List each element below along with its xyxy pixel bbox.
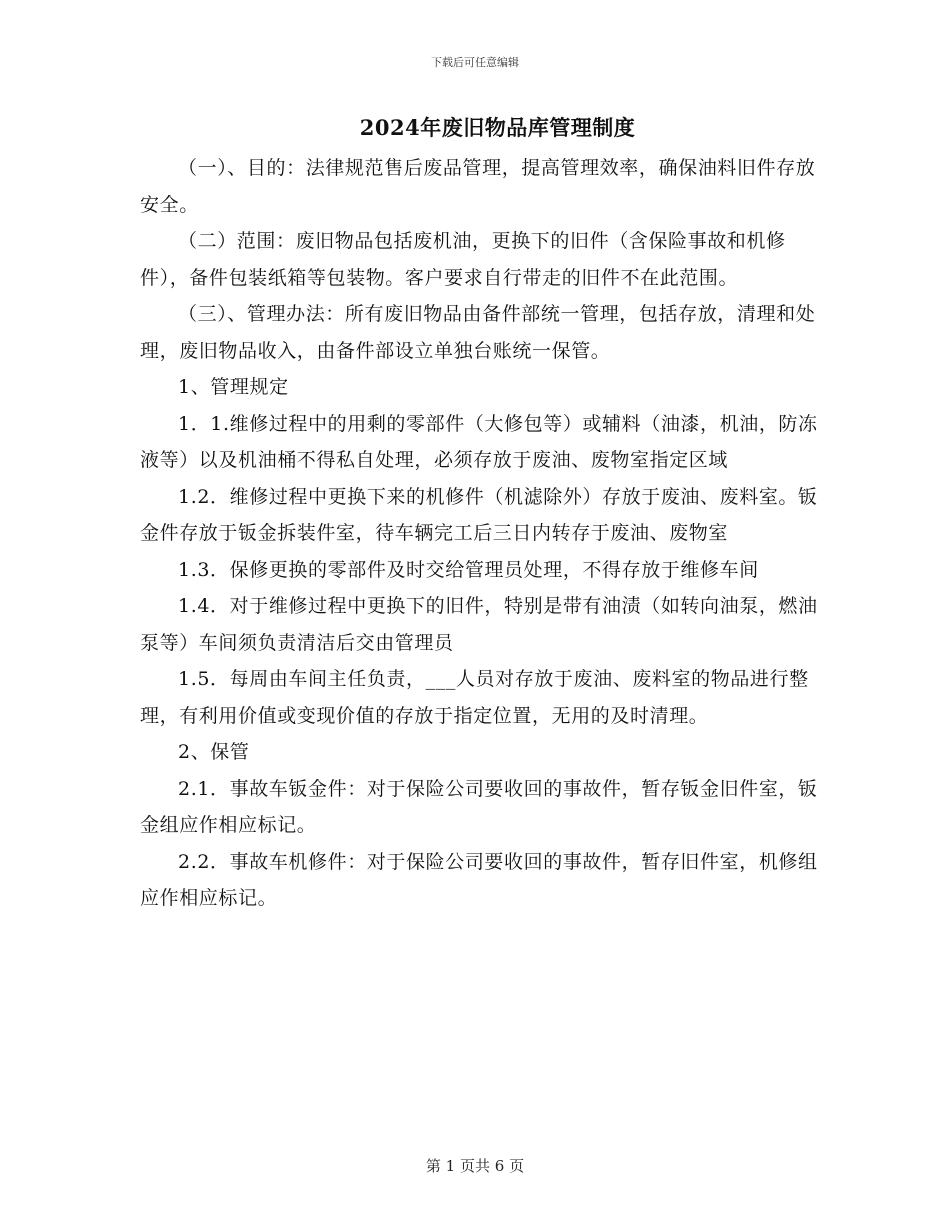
page-header-note: 下载后可任意编辑 <box>431 56 519 69</box>
paragraph-purpose: （一）、目的：法律规范售后废品管理，提高管理效率，确保油料旧件存放安全。 <box>140 157 816 216</box>
paragraph-storage-2-2: 2.2．事故车机修件：对于保险公司要收回的事故件，暂存旧件室，机修组应作相应标记。 <box>140 850 818 909</box>
paragraph-rule-1-5: 1.5．每周由车间主任负责，___人员对存放于废油、废料室的物品进行整理，有利用价值或变现价值的存放于指定位置，无用的及时清理。 <box>140 668 809 727</box>
paragraph-rule-1-3: 1.3．保修更换的零部件及时交给管理员处理，不得存放于维修车间 <box>178 558 759 581</box>
page-footer: 第 1 页共 6 页 <box>425 1157 525 1175</box>
document-body <box>140 150 830 917</box>
document-title: 2024年废旧物品库管理制度 <box>359 115 636 140</box>
paragraph-rule-1-4: 1.4．对于维修过程中更换下的旧件，特别是带有油渍（如转向油泵，燃油泵等）车间须负责清洁后交由管理员 <box>140 595 818 654</box>
paragraph-scope: （二）范围：废旧物品包括废机油，更换下的旧件（含保险事故和机修件），备件包装纸箱等包装物。客户要求自行带走的旧件不在此范围。 <box>140 230 786 289</box>
section-heading-storage: 2、保管 <box>178 741 250 763</box>
paragraph-storage-2-1: 2.1．事故车钣金件：对于保险公司要收回的事故件，暂存钣金旧件室，钣金组应作相应标记。 <box>140 777 818 836</box>
paragraph-method: （三）、管理办法：所有废旧物品由备件部统一管理，包括存放，清理和处理，废旧物品收入，由备件部设立单独台账统一保管。 <box>140 303 816 362</box>
section-heading-rules: 1、管理规定 <box>178 376 289 398</box>
paragraph-rule-1-2: 1.2．维修过程中更换下来的机修件（机滤除外）存放于废油、废料室。钣金件存放于钣金拆装件室，待车辆完工后三日内转存于废油、废物室 <box>140 485 818 544</box>
paragraph-rule-1-1: 1．1.维修过程中的用剩的零部件（大修包等）或辅料（油漆，机油，防冻液等）以及机油桶不得私自处理，必须存放于废油、废物室指定区域 <box>140 412 818 471</box>
